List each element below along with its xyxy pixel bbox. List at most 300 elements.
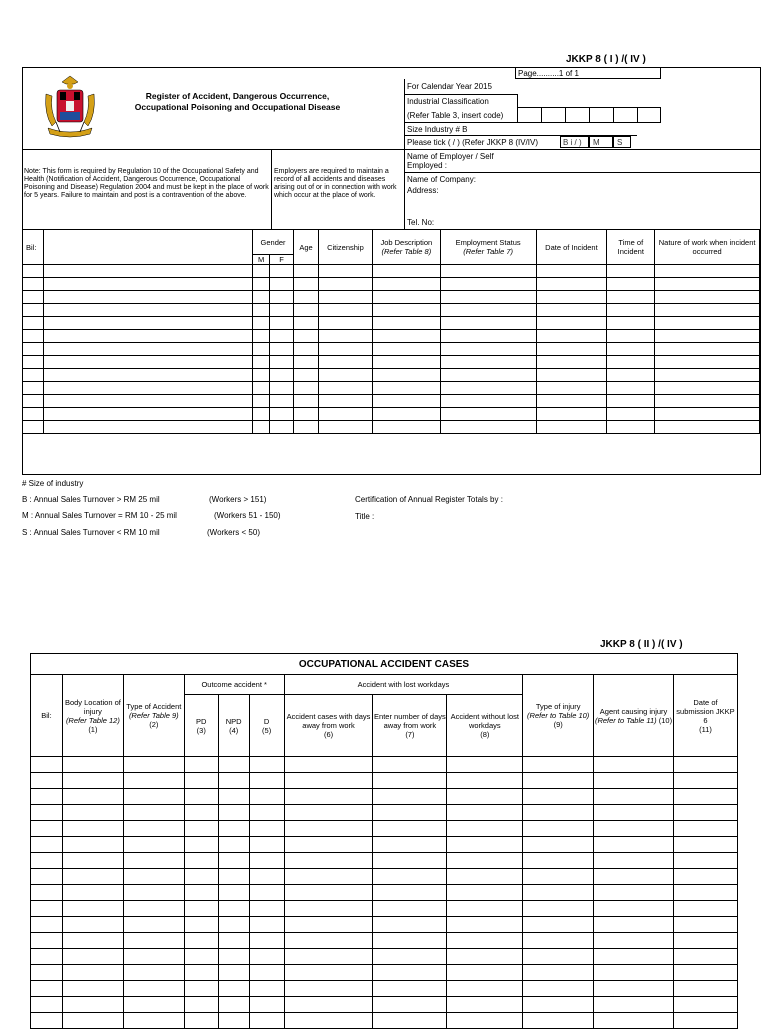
table-cell[interactable] [123, 837, 184, 853]
table-cell[interactable] [31, 853, 63, 869]
table-cell[interactable] [249, 1013, 284, 1029]
table-cell[interactable] [607, 343, 655, 356]
table-cell[interactable] [373, 997, 447, 1013]
table-cell[interactable] [373, 789, 447, 805]
table-cell[interactable] [184, 1013, 218, 1029]
table-cell[interactable] [184, 789, 218, 805]
table-cell[interactable] [536, 304, 607, 317]
table-cell[interactable] [249, 901, 284, 917]
table-cell[interactable] [218, 917, 249, 933]
table-cell[interactable] [440, 291, 536, 304]
table-cell[interactable] [123, 949, 184, 965]
table-cell[interactable] [673, 949, 737, 965]
table-cell[interactable] [253, 330, 270, 343]
table-cell[interactable] [23, 278, 44, 291]
table-cell[interactable] [318, 330, 372, 343]
table-cell[interactable] [440, 330, 536, 343]
table-cell[interactable] [447, 981, 523, 997]
table-cell[interactable] [218, 901, 249, 917]
table-cell[interactable] [270, 343, 294, 356]
table-cell[interactable] [23, 382, 44, 395]
table-cell[interactable] [253, 265, 270, 278]
table-cell[interactable] [23, 317, 44, 330]
table-cell[interactable] [447, 1013, 523, 1029]
table-cell[interactable] [607, 317, 655, 330]
table-cell[interactable] [655, 408, 760, 421]
table-cell[interactable] [673, 901, 737, 917]
table-cell[interactable] [218, 853, 249, 869]
table-cell[interactable] [253, 356, 270, 369]
table-cell[interactable] [447, 805, 523, 821]
table-cell[interactable] [440, 408, 536, 421]
table-cell[interactable] [373, 837, 447, 853]
table-cell[interactable] [318, 395, 372, 408]
table-cell[interactable] [440, 421, 536, 434]
table-cell[interactable] [43, 395, 252, 408]
table-cell[interactable] [284, 997, 373, 1013]
table-cell[interactable] [249, 869, 284, 885]
table-cell[interactable] [249, 885, 284, 901]
table-cell[interactable] [594, 997, 674, 1013]
table-cell[interactable] [607, 304, 655, 317]
table-cell[interactable] [373, 933, 447, 949]
table-cell[interactable] [536, 278, 607, 291]
table-cell[interactable] [218, 1013, 249, 1029]
table-cell[interactable] [523, 885, 594, 901]
table-cell[interactable] [31, 789, 63, 805]
table-cell[interactable] [31, 837, 63, 853]
table-cell[interactable] [184, 965, 218, 981]
table-cell[interactable] [123, 757, 184, 773]
table-cell[interactable] [607, 382, 655, 395]
table-cell[interactable] [123, 805, 184, 821]
table-cell[interactable] [447, 773, 523, 789]
table-cell[interactable] [284, 981, 373, 997]
table-cell[interactable] [594, 965, 674, 981]
table-cell[interactable] [284, 789, 373, 805]
table-cell[interactable] [607, 330, 655, 343]
table-cell[interactable] [253, 369, 270, 382]
table-cell[interactable] [249, 917, 284, 933]
table-cell[interactable] [184, 885, 218, 901]
table-cell[interactable] [373, 949, 447, 965]
table-cell[interactable] [447, 853, 523, 869]
table-cell[interactable] [373, 821, 447, 837]
table-cell[interactable] [673, 789, 737, 805]
table-cell[interactable] [760, 369, 761, 382]
table-cell[interactable] [23, 343, 44, 356]
table-cell[interactable] [318, 304, 372, 317]
table-cell[interactable] [249, 773, 284, 789]
table-cell[interactable] [673, 757, 737, 773]
table-cell[interactable] [536, 343, 607, 356]
table-cell[interactable] [655, 421, 760, 434]
table-cell[interactable] [31, 997, 63, 1013]
table-cell[interactable] [373, 917, 447, 933]
table-cell[interactable] [270, 265, 294, 278]
table-cell[interactable] [249, 949, 284, 965]
table-cell[interactable] [373, 1013, 447, 1029]
table-cell[interactable] [23, 304, 44, 317]
table-cell[interactable] [184, 837, 218, 853]
table-cell[interactable] [760, 421, 761, 434]
table-cell[interactable] [62, 853, 123, 869]
table-cell[interactable] [253, 421, 270, 434]
table-cell[interactable] [655, 291, 760, 304]
table-cell[interactable] [62, 821, 123, 837]
table-cell[interactable] [607, 408, 655, 421]
table-cell[interactable] [318, 408, 372, 421]
table-cell[interactable] [372, 330, 440, 343]
table-cell[interactable] [655, 304, 760, 317]
table-cell[interactable] [594, 789, 674, 805]
table-cell[interactable] [760, 356, 761, 369]
table-cell[interactable] [294, 278, 319, 291]
table-cell[interactable] [43, 369, 252, 382]
table-cell[interactable] [523, 789, 594, 805]
table-cell[interactable] [184, 757, 218, 773]
table-cell[interactable] [270, 421, 294, 434]
table-cell[interactable] [372, 304, 440, 317]
table-cell[interactable] [523, 773, 594, 789]
table-cell[interactable] [594, 773, 674, 789]
table-cell[interactable] [594, 757, 674, 773]
table-cell[interactable] [673, 837, 737, 853]
table-cell[interactable] [523, 805, 594, 821]
table-cell[interactable] [536, 291, 607, 304]
table-cell[interactable] [249, 933, 284, 949]
table-cell[interactable] [43, 304, 252, 317]
table-cell[interactable] [607, 356, 655, 369]
table-cell[interactable] [284, 901, 373, 917]
table-cell[interactable] [673, 821, 737, 837]
table-cell[interactable] [373, 981, 447, 997]
table-cell[interactable] [294, 369, 319, 382]
table-cell[interactable] [536, 317, 607, 330]
table-cell[interactable] [447, 869, 523, 885]
table-cell[interactable] [218, 789, 249, 805]
table-cell[interactable] [184, 869, 218, 885]
table-cell[interactable] [31, 1013, 63, 1029]
table-cell[interactable] [372, 369, 440, 382]
table-cell[interactable] [284, 837, 373, 853]
table-cell[interactable] [607, 265, 655, 278]
table-cell[interactable] [607, 369, 655, 382]
table-cell[interactable] [523, 933, 594, 949]
table-cell[interactable] [372, 265, 440, 278]
table-cell[interactable] [440, 343, 536, 356]
table-cell[interactable] [594, 837, 674, 853]
table-cell[interactable] [523, 853, 594, 869]
table-cell[interactable] [536, 330, 607, 343]
table-cell[interactable] [373, 805, 447, 821]
table-cell[interactable] [62, 917, 123, 933]
table-cell[interactable] [373, 773, 447, 789]
table-cell[interactable] [373, 965, 447, 981]
table-cell[interactable] [523, 965, 594, 981]
table-cell[interactable] [372, 395, 440, 408]
table-cell[interactable] [62, 773, 123, 789]
table-cell[interactable] [607, 395, 655, 408]
table-cell[interactable] [184, 821, 218, 837]
table-cell[interactable] [62, 997, 123, 1013]
table-cell[interactable] [440, 304, 536, 317]
table-cell[interactable] [123, 821, 184, 837]
table-cell[interactable] [673, 1013, 737, 1029]
table-cell[interactable] [440, 278, 536, 291]
table-cell[interactable] [373, 757, 447, 773]
table-cell[interactable] [31, 965, 63, 981]
table-cell[interactable] [673, 773, 737, 789]
table-cell[interactable] [218, 997, 249, 1013]
table-cell[interactable] [31, 805, 63, 821]
table-cell[interactable] [655, 382, 760, 395]
table-cell[interactable] [62, 1013, 123, 1029]
table-cell[interactable] [673, 933, 737, 949]
table-cell[interactable] [123, 773, 184, 789]
table-cell[interactable] [284, 805, 373, 821]
table-cell[interactable] [23, 291, 44, 304]
table-cell[interactable] [594, 821, 674, 837]
table-cell[interactable] [253, 304, 270, 317]
table-cell[interactable] [253, 278, 270, 291]
table-cell[interactable] [294, 395, 319, 408]
table-cell[interactable] [594, 917, 674, 933]
table-cell[interactable] [536, 408, 607, 421]
table-cell[interactable] [373, 853, 447, 869]
table-cell[interactable] [123, 901, 184, 917]
table-cell[interactable] [594, 949, 674, 965]
table-cell[interactable] [270, 395, 294, 408]
table-cell[interactable] [607, 278, 655, 291]
table-cell[interactable] [594, 981, 674, 997]
table-cell[interactable] [62, 757, 123, 773]
table-cell[interactable] [447, 837, 523, 853]
table-cell[interactable] [294, 304, 319, 317]
table-cell[interactable] [31, 885, 63, 901]
table-cell[interactable] [270, 356, 294, 369]
table-cell[interactable] [270, 304, 294, 317]
table-cell[interactable] [447, 949, 523, 965]
table-cell[interactable] [218, 933, 249, 949]
table-cell[interactable] [760, 343, 761, 356]
table-cell[interactable] [536, 395, 607, 408]
table-cell[interactable] [673, 981, 737, 997]
table-cell[interactable] [62, 789, 123, 805]
table-cell[interactable] [62, 885, 123, 901]
table-cell[interactable] [318, 265, 372, 278]
table-cell[interactable] [372, 278, 440, 291]
table-cell[interactable] [253, 408, 270, 421]
table-cell[interactable] [184, 981, 218, 997]
table-cell[interactable] [673, 885, 737, 901]
table-cell[interactable] [31, 981, 63, 997]
table-cell[interactable] [270, 330, 294, 343]
table-cell[interactable] [31, 901, 63, 917]
table-cell[interactable] [270, 382, 294, 395]
table-cell[interactable] [760, 291, 761, 304]
table-cell[interactable] [253, 343, 270, 356]
table-cell[interactable] [23, 421, 44, 434]
table-cell[interactable] [284, 869, 373, 885]
table-cell[interactable] [447, 821, 523, 837]
table-cell[interactable] [447, 757, 523, 773]
table-cell[interactable] [123, 869, 184, 885]
table-cell[interactable] [23, 369, 44, 382]
table-cell[interactable] [760, 330, 761, 343]
table-cell[interactable] [523, 981, 594, 997]
table-cell[interactable] [284, 917, 373, 933]
table-cell[interactable] [184, 997, 218, 1013]
table-cell[interactable] [31, 757, 63, 773]
table-cell[interactable] [218, 981, 249, 997]
table-cell[interactable] [294, 317, 319, 330]
table-cell[interactable] [218, 805, 249, 821]
table-cell[interactable] [62, 837, 123, 853]
table-cell[interactable] [447, 965, 523, 981]
table-cell[interactable] [760, 304, 761, 317]
table-cell[interactable] [43, 343, 252, 356]
table-cell[interactable] [43, 408, 252, 421]
table-cell[interactable] [760, 382, 761, 395]
table-cell[interactable] [249, 789, 284, 805]
table-cell[interactable] [523, 997, 594, 1013]
table-cell[interactable] [372, 382, 440, 395]
table-cell[interactable] [594, 1013, 674, 1029]
table-cell[interactable] [760, 317, 761, 330]
table-cell[interactable] [218, 869, 249, 885]
table-cell[interactable] [284, 821, 373, 837]
table-cell[interactable] [447, 917, 523, 933]
table-cell[interactable] [372, 421, 440, 434]
table-cell[interactable] [594, 805, 674, 821]
table-cell[interactable] [447, 933, 523, 949]
table-cell[interactable] [218, 885, 249, 901]
table-cell[interactable] [249, 997, 284, 1013]
table-cell[interactable] [31, 869, 63, 885]
table-cell[interactable] [123, 997, 184, 1013]
table-cell[interactable] [249, 981, 284, 997]
table-cell[interactable] [284, 965, 373, 981]
table-cell[interactable] [123, 853, 184, 869]
table-cell[interactable] [184, 773, 218, 789]
table-cell[interactable] [536, 382, 607, 395]
table-cell[interactable] [23, 330, 44, 343]
table-cell[interactable] [253, 395, 270, 408]
table-cell[interactable] [249, 853, 284, 869]
table-cell[interactable] [249, 965, 284, 981]
table-cell[interactable] [270, 369, 294, 382]
table-cell[interactable] [31, 949, 63, 965]
table-cell[interactable] [318, 291, 372, 304]
table-cell[interactable] [62, 949, 123, 965]
table-cell[interactable] [184, 917, 218, 933]
table-cell[interactable] [284, 773, 373, 789]
table-cell[interactable] [123, 965, 184, 981]
table-cell[interactable] [318, 369, 372, 382]
table-cell[interactable] [184, 933, 218, 949]
table-cell[interactable] [655, 317, 760, 330]
table-cell[interactable] [607, 421, 655, 434]
table-cell[interactable] [218, 757, 249, 773]
table-cell[interactable] [270, 291, 294, 304]
table-cell[interactable] [62, 805, 123, 821]
table-cell[interactable] [760, 265, 761, 278]
table-cell[interactable] [760, 395, 761, 408]
table-cell[interactable] [184, 853, 218, 869]
table-cell[interactable] [447, 885, 523, 901]
table-cell[interactable] [249, 821, 284, 837]
table-cell[interactable] [62, 933, 123, 949]
table-cell[interactable] [536, 369, 607, 382]
table-cell[interactable] [373, 885, 447, 901]
table-cell[interactable] [43, 278, 252, 291]
table-cell[interactable] [440, 265, 536, 278]
table-cell[interactable] [447, 997, 523, 1013]
table-cell[interactable] [284, 853, 373, 869]
table-cell[interactable] [318, 343, 372, 356]
table-cell[interactable] [123, 933, 184, 949]
table-cell[interactable] [372, 343, 440, 356]
table-cell[interactable] [294, 382, 319, 395]
table-cell[interactable] [655, 330, 760, 343]
table-cell[interactable] [62, 965, 123, 981]
table-cell[interactable] [270, 408, 294, 421]
table-cell[interactable] [31, 917, 63, 933]
table-cell[interactable] [447, 789, 523, 805]
table-cell[interactable] [655, 265, 760, 278]
table-cell[interactable] [655, 369, 760, 382]
table-cell[interactable] [318, 382, 372, 395]
table-cell[interactable] [284, 933, 373, 949]
table-cell[interactable] [249, 837, 284, 853]
table-cell[interactable] [43, 382, 252, 395]
table-cell[interactable] [372, 356, 440, 369]
table-cell[interactable] [523, 837, 594, 853]
table-cell[interactable] [655, 395, 760, 408]
table-cell[interactable] [43, 330, 252, 343]
table-cell[interactable] [673, 869, 737, 885]
table-cell[interactable] [523, 901, 594, 917]
table-cell[interactable] [523, 1013, 594, 1029]
table-cell[interactable] [294, 408, 319, 421]
table-cell[interactable] [31, 933, 63, 949]
table-cell[interactable] [62, 981, 123, 997]
table-cell[interactable] [607, 291, 655, 304]
table-cell[interactable] [184, 805, 218, 821]
table-cell[interactable] [318, 278, 372, 291]
table-cell[interactable] [594, 869, 674, 885]
table-cell[interactable] [284, 1013, 373, 1029]
table-cell[interactable] [123, 981, 184, 997]
table-cell[interactable] [23, 265, 44, 278]
table-cell[interactable] [23, 395, 44, 408]
table-cell[interactable] [536, 421, 607, 434]
table-cell[interactable] [760, 408, 761, 421]
table-cell[interactable] [62, 901, 123, 917]
table-cell[interactable] [284, 949, 373, 965]
table-cell[interactable] [760, 278, 761, 291]
table-cell[interactable] [523, 949, 594, 965]
table-cell[interactable] [673, 853, 737, 869]
table-cell[interactable] [294, 330, 319, 343]
table-cell[interactable] [294, 291, 319, 304]
table-cell[interactable] [440, 395, 536, 408]
table-cell[interactable] [62, 869, 123, 885]
table-cell[interactable] [594, 933, 674, 949]
table-cell[interactable] [43, 291, 252, 304]
table-cell[interactable] [284, 757, 373, 773]
